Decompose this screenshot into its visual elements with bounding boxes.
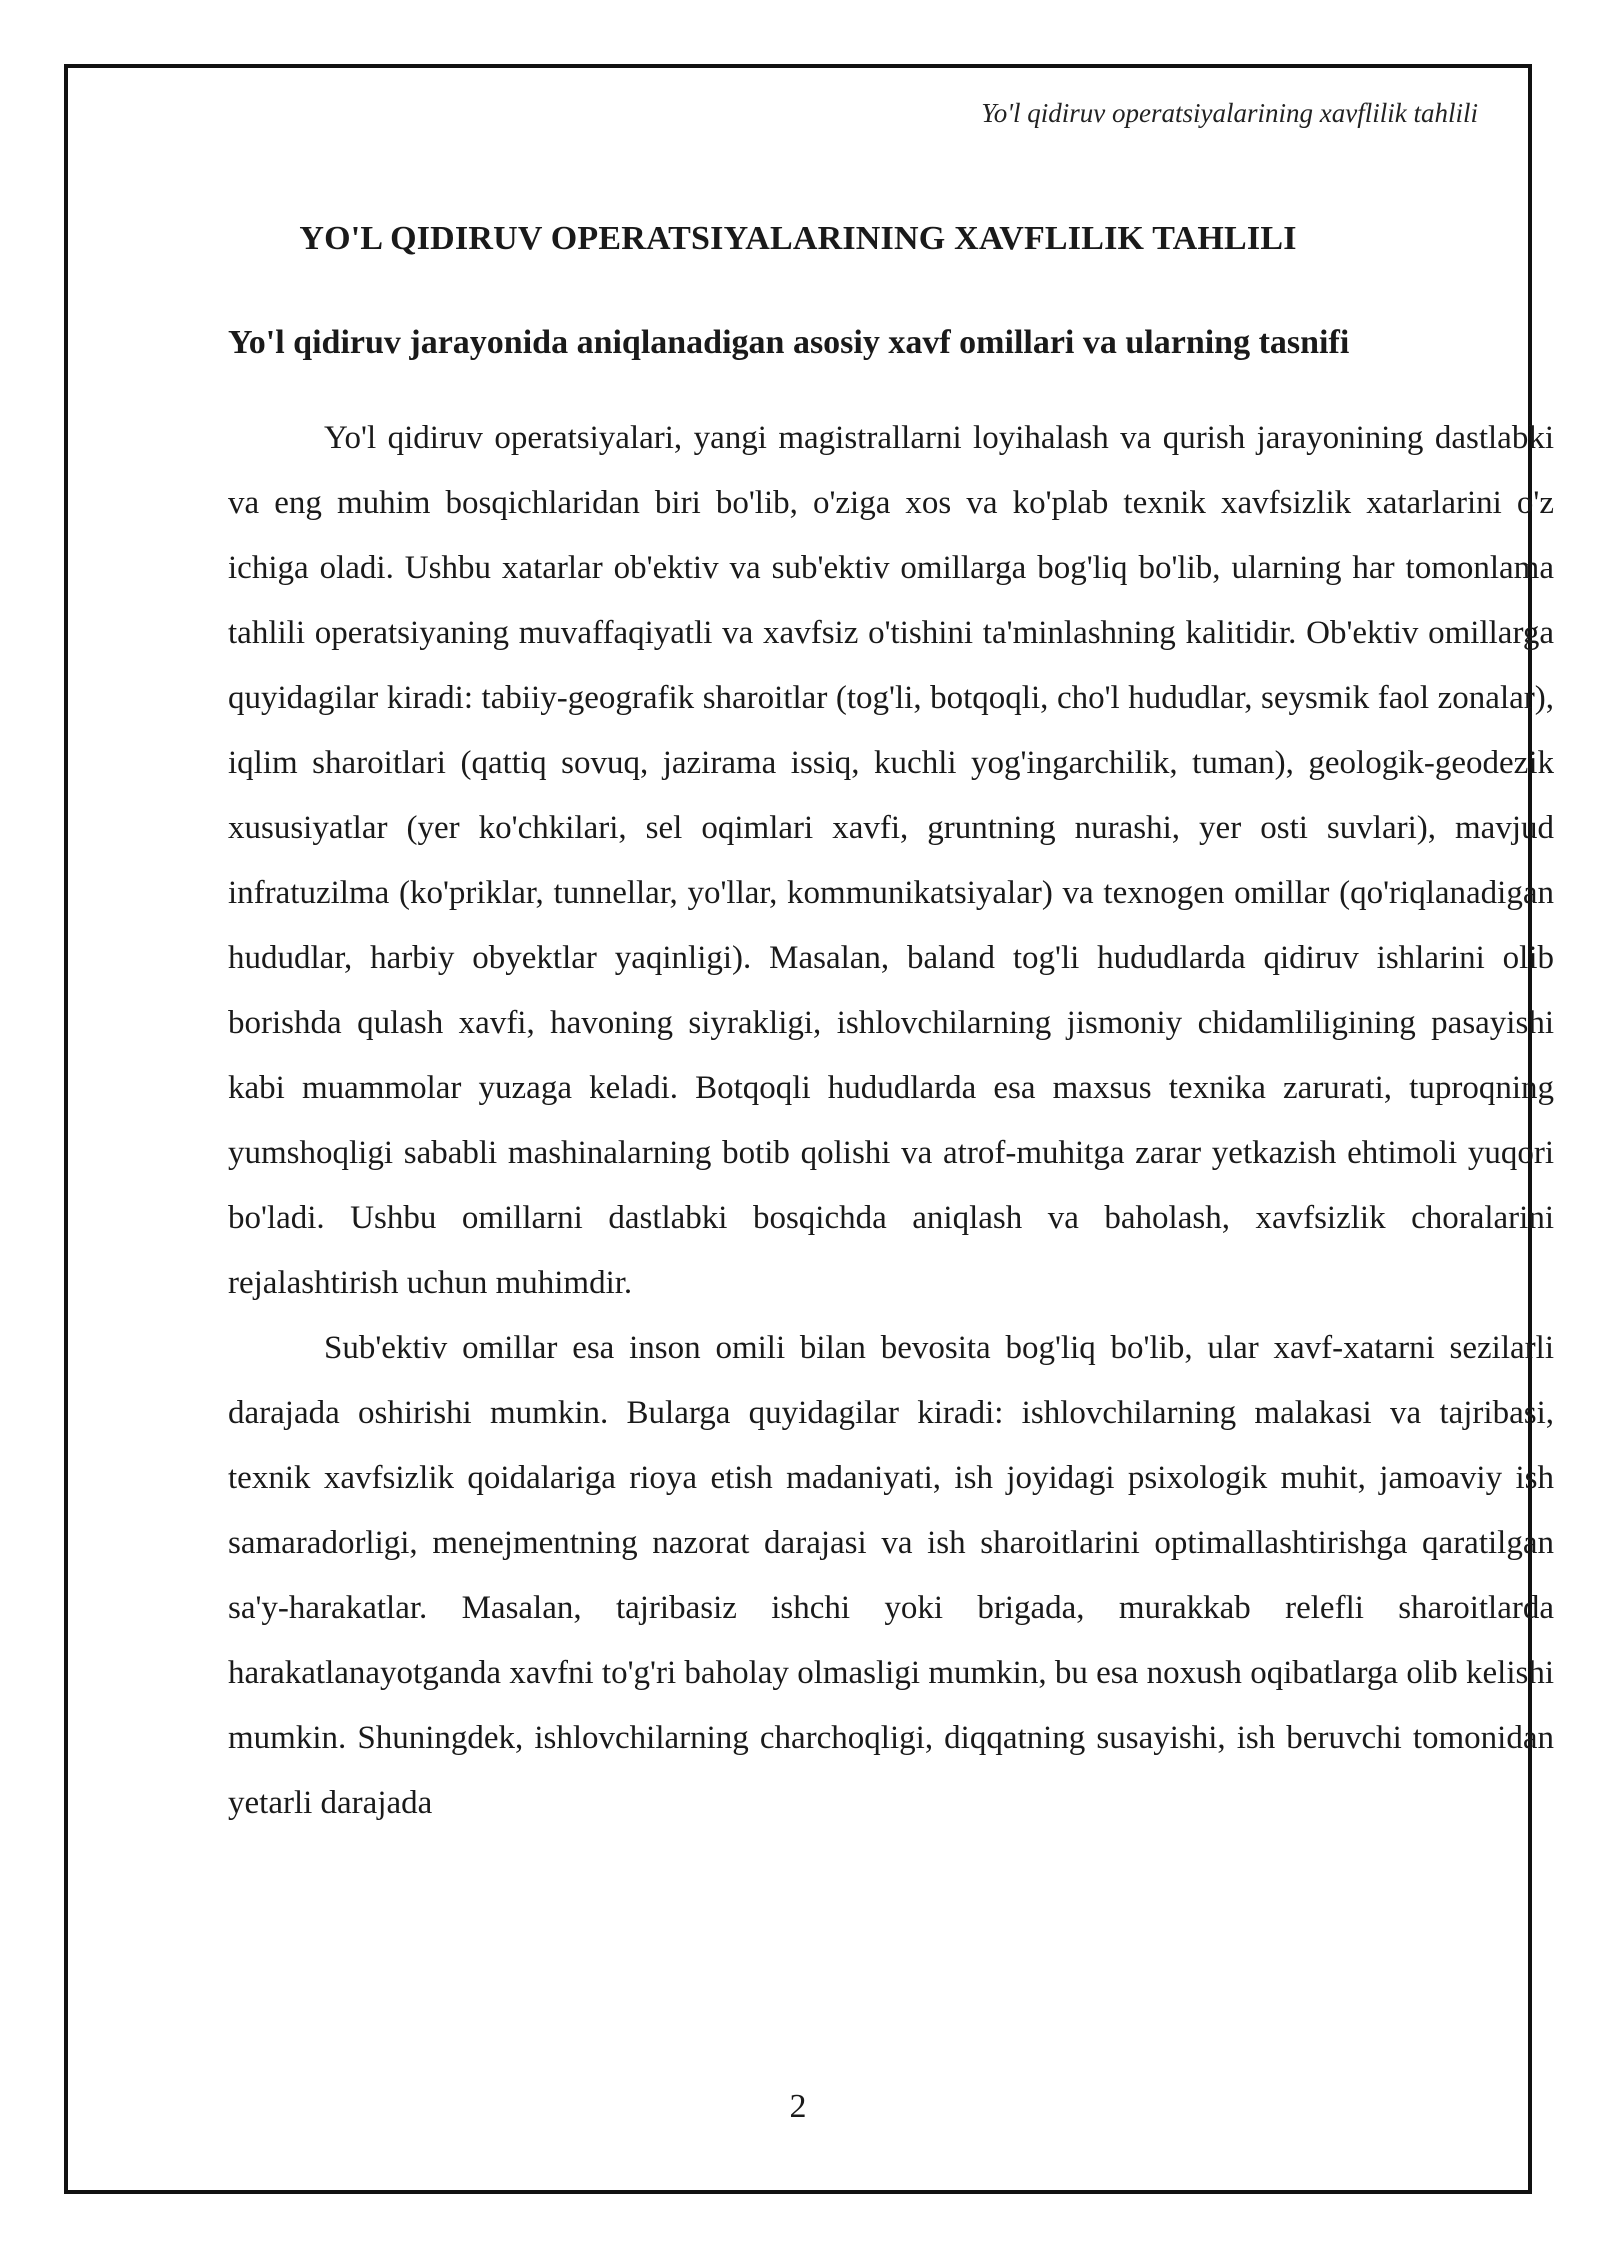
page-frame — [64, 64, 1554, 2194]
body-paragraph: Yo'l qidiruv operatsiyalari, yangi magistrallarni loyihalash va qurish jarayonining dastlabki va eng muhim bosqichlaridan biri bo'lib, o'ziga xos va ko'plab texnik xavfsizlik xatarlarini o'z ichiga oladi. Ushbu xatarlar ob'ektiv va sub'ektiv omillarga bog'liq bo'lib, ularning har tomonlama tahlili operatsiyaning muvaffaqiyatli va xavfsiz o'tishini ta'minlashning kalitidir. Ob'ektiv omillarga quyidagilar kiradi: tabiiy-geografik sharoitlar (tog'li, botqoqli, cho'l hududlar, seysmik faol zonalar), iqlim sharoitlari (qattiq sovuq, jazirama issiq, kuchli yog'ingarchilik, tuman), geologik-geodezik xususiyatlar (yer ko'chkilari, sel oqimlari xavfi, gruntning nurashi, yer osti suvlari), mavjud infratuzilma (ko'priklar, tunnellar, yo'llar, kommunikatsiyalar) va texnogen omillar (qo'riqlanadigan hududlar, harbiy obyektlar yaqinligi). Masalan, baland tog'li hududlarda qidiruv ishlarini olib borishda qulash xavfi, havoning siyrakligi, ishlovchilarning jismoniy chidamliligining pasayishi kabi muammolar yuzaga keladi. Botqoqli hududlarda esa maxsus texnika zarurati, tuproqning yumshoqligi sababli mashinalarning botib qolishi va atrof-muhitga zarar yetkazish ehtimoli yuqori bo'ladi. Ushbu omillarni dastlabki bosqichda aniqlash va baholash, xavfsizlik choralarini rejalashtirish uchun muhimdir. — [228, 420, 1554, 1301]
document-title: YO'L QIDIRUV OPERATSIYALARINING XAVFLILIK TAHLILI — [299, 220, 1297, 257]
section-heading: Yo'l qidiruv jarayonida aniqlanadigan asosiy xavf omillari va ularning tasnifi — [228, 324, 1350, 361]
body-text — [228, 406, 1554, 1836]
running-header: Yo'l qidiruv operatsiyalarining xavflilik tahlili — [981, 98, 1478, 128]
page-number: 2 — [789, 2088, 807, 2125]
body-paragraph: Sub'ektiv omillar esa inson omili bilan bevosita bog'liq bo'lib, ular xavf-xatarni sezilarli darajada oshirishi mumkin. Bularga quyidagilar kiradi: ishlovchilarning malakasi va tajribasi, texnik xavfsizlik qoidalariga rioya etish madaniyati, ish joyidagi psixologik muhit, jamoaviy ish samaradorligi, menejmentning nazorat darajasi va ish sharoitlarini optimallashtirishga qaratilgan sa'y-harakatlar. Masalan, tajribasiz ishchi yoki brigada, murakkab relefli sharoitlarda harakatlanayotganda xavfni to'g'ri baholay olmasligi mumkin, bu esa noxush oqibatlarga olib kelishi mumkin. Shuningdek, ishlovchilarning charchoqligi, diqqatning susayishi, ish beruvchi tomonidan yetarli darajada — [228, 1330, 1554, 1821]
